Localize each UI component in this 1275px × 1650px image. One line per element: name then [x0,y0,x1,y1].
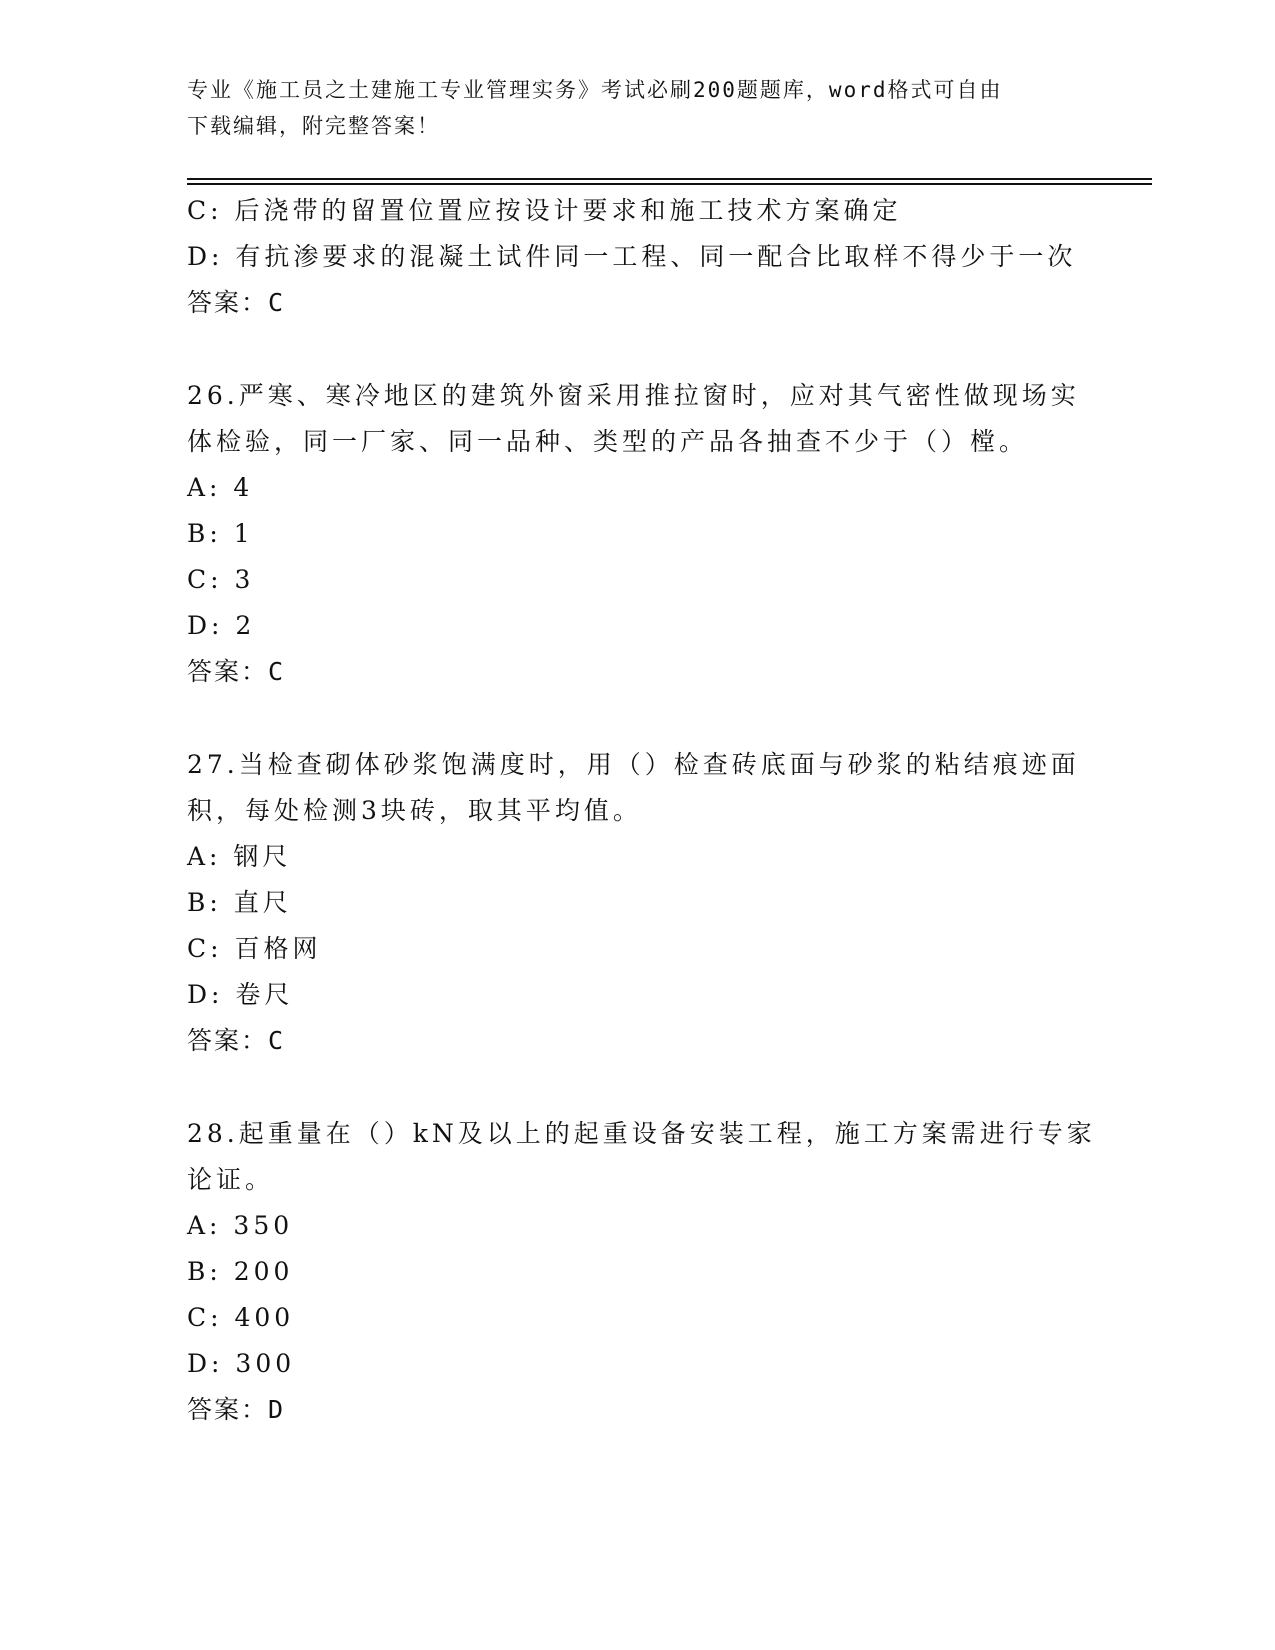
option-b: B: 200 [187,1257,294,1286]
answer-line: 答案：C [187,657,286,686]
header-line-1: 专业《施工员之土建施工专业管理实务》考试必刷200题题库，word格式可自由 [187,78,1003,102]
option-a: A: 4 [187,473,254,502]
option-c: C: 400 [187,1303,295,1332]
answer-line: 答案：C [187,1026,286,1055]
header-rule-top [187,178,1152,180]
header-line-2: 下载编辑，附完整答案！ [187,114,440,138]
question-text-line-2: 积，每处检测3块砖，取其平均值。 [187,796,642,825]
option-c: C: 后浇带的留置位置应按设计要求和施工技术方案确定 [187,196,902,225]
option-b: B: 直尺 [187,888,292,917]
option-d: D: 有抗渗要求的混凝土试件同一工程、同一配合比取样不得少于一次 [187,242,1077,271]
previous-question-tail [187,188,1087,326]
option-b: B: 1 [187,519,254,548]
question-text-line-1: 26.严寒、寒冷地区的建筑外窗采用推拉窗时，应对其气密性做现场实 [187,381,1080,410]
option-d: D: 2 [187,611,256,640]
document-header [187,72,1067,144]
answer-line: 答案：C [187,288,286,317]
question-text-line-2: 体检验，同一厂家、同一品种、类型的产品各抽查不少于（）樘。 [187,427,1029,456]
question-text-line-2: 论证。 [187,1165,275,1194]
option-c: C: 百格网 [187,934,322,963]
question-content [187,188,1096,1433]
option-c: C: 3 [187,565,255,594]
question-26 [187,373,1087,695]
header-rule-bottom [187,183,1152,185]
question-text-line-1: 27.当检查砌体砂浆饱满度时，用（）检查砖底面与砂浆的粘结痕迹面 [187,750,1080,779]
answer-line: 答案：D [187,1395,286,1424]
option-a: A: 钢尺 [187,842,292,871]
option-d: D: 300 [187,1349,296,1378]
option-d: D: 卷尺 [187,980,294,1009]
option-a: A: 350 [187,1211,294,1240]
question-28 [187,1111,1096,1433]
question-text-line-1: 28.起重量在（）kN及以上的起重设备安装工程，施工方案需进行专家 [187,1119,1096,1148]
question-27 [187,742,1087,1064]
